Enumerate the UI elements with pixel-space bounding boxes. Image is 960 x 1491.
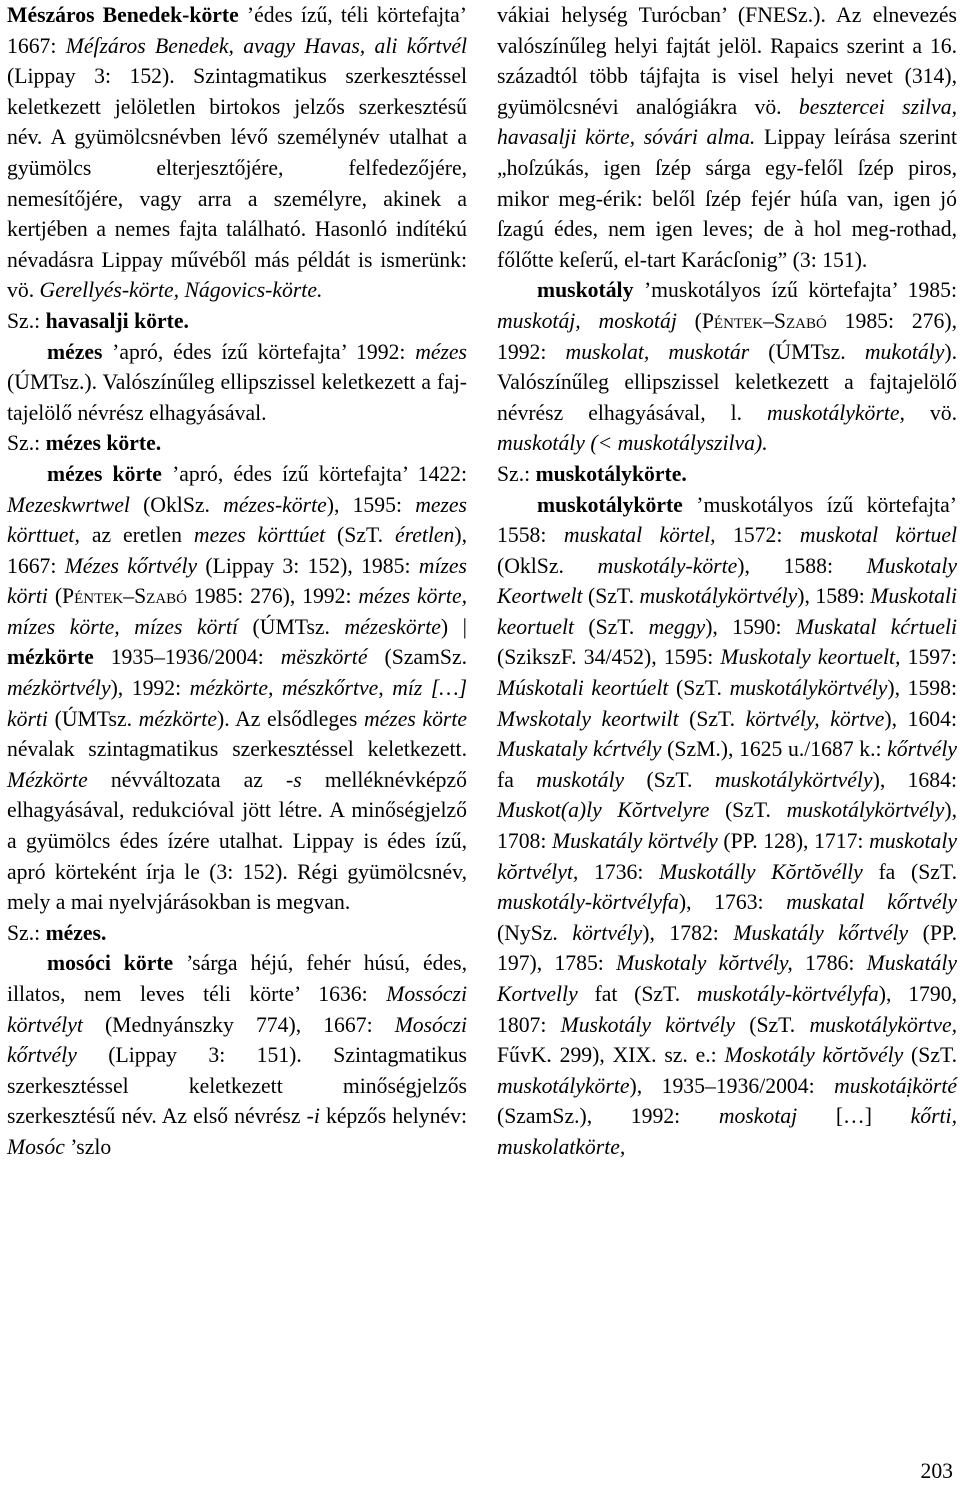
italic-form: muskotal körtuel bbox=[799, 523, 957, 548]
italic-form: mëszkörté bbox=[280, 645, 368, 670]
italic-form: muskolat, muskotár bbox=[565, 339, 750, 364]
text-run: ), 1684: bbox=[872, 767, 957, 792]
italic-form: Muskot(a)ly Kŏrtvelyre bbox=[497, 798, 710, 823]
italic-form: mézes körte, mízes körte, mízes körtí bbox=[7, 584, 467, 639]
text-run: ’apró, édes ízű körtefajta’ 1422: bbox=[161, 461, 467, 486]
italic-form: muskotály bbox=[536, 767, 625, 792]
italic-form: Mossóczi körtvélyt bbox=[7, 982, 467, 1037]
italic-form: muskotáj, moskotáj bbox=[497, 308, 677, 333]
text-run: 1572: bbox=[715, 523, 800, 548]
text-run: ). Valószínűleg ellipszissel keletkezett a fajtajelölő névrész elhagyásával, l. bbox=[497, 339, 957, 425]
italic-form: Muskotály körtvély bbox=[560, 1012, 736, 1037]
headword: mosóci körte bbox=[47, 951, 174, 976]
headword: mézkörte bbox=[7, 645, 94, 670]
italic-form: Gerellyés-körte, Nágovics-körte. bbox=[39, 278, 323, 303]
text-run: ’sárga héjú, fehér húsú, édes, illatos, nem leves téli körte’ 1636: bbox=[7, 951, 467, 1006]
text-run: (SzT. bbox=[325, 523, 395, 548]
paragraph-p2 bbox=[7, 306, 467, 337]
text-run: 1597: bbox=[900, 645, 957, 670]
paragraph-r2 bbox=[497, 275, 957, 459]
italic-form: mézkörte bbox=[138, 706, 217, 731]
italic-form: moskotaj bbox=[718, 1104, 798, 1129]
italic-form: -s bbox=[286, 767, 302, 792]
text-run: melléknévképző elhagyásával, redukcióval jött létre. A minőségjelző a gyümölcs édes ízére utalhat. Lippay is édes ízű, apró körteként írja le (3: 152). Régi gyümölcsnév, mely a mai nyelvjárásokban is megvan. bbox=[7, 767, 467, 915]
italic-form: Muskataly kćrtvély bbox=[497, 737, 662, 762]
headword: mézes körte bbox=[47, 461, 162, 486]
text-run: (SzM.), 1625 u./1687 k.: bbox=[661, 737, 888, 762]
paragraph-r4 bbox=[497, 490, 957, 1163]
headword: muskotálykörte. bbox=[535, 461, 687, 486]
text-run: ), 1604: bbox=[884, 706, 957, 731]
italic-form: -i bbox=[306, 1104, 320, 1129]
italic-form: kőrtvély bbox=[887, 737, 957, 762]
italic-form: muskotálykörte bbox=[497, 1073, 630, 1098]
italic-form: Muskatály kőrtvély bbox=[733, 920, 909, 945]
text-run: ’szlo bbox=[64, 1134, 112, 1159]
paragraph-p7 bbox=[7, 948, 467, 1162]
italic-form: muskatal körtel, bbox=[563, 523, 716, 548]
italic-form: besztercei szilva, havasalji körte, sóvári alma. bbox=[497, 94, 957, 150]
text-run: Lippay leírása szerint „hoſzúkás, igen ſzép sárga egy-felől ſzép piros, mikor meg-érik: belől ſzép fejér húſa van, igen jó ſzagú édes, nem igen leves; de à hol meg-rothad, főlőtte keſerű, el-tart Karácſonig” (3: 151). bbox=[497, 125, 957, 272]
text-run: ), 1598: bbox=[887, 676, 957, 701]
text-run: Sz.: bbox=[7, 431, 46, 456]
text-run: fa (SzT. bbox=[862, 859, 957, 884]
text-run: ), 1763: bbox=[678, 890, 787, 915]
headword: mézes bbox=[47, 339, 103, 364]
right-column bbox=[497, 0, 957, 1163]
headword: mézes körte. bbox=[45, 431, 162, 456]
text-run: ’apró, édes ízű körtefajta’ 1992: bbox=[102, 339, 416, 364]
italic-form: muskotálykörtvély bbox=[714, 767, 873, 792]
italic-form: muskotálykörtvély bbox=[639, 584, 798, 609]
italic-form: Muskatály Kortvelly bbox=[497, 951, 958, 1006]
italic-form: mézkörtvély bbox=[7, 676, 111, 701]
italic-form: muskotaly kŏrtvélyt, bbox=[497, 829, 957, 884]
text-run: ), 1589: bbox=[797, 584, 871, 609]
italic-form: muskotály-körtvélyfa bbox=[696, 982, 879, 1006]
italic-form: Mézes kőrtvély bbox=[64, 553, 198, 578]
text-run: fa bbox=[497, 767, 537, 792]
text-run: Sz.: bbox=[497, 461, 536, 486]
text-run: (Lippay 3: 152), 1985: bbox=[197, 553, 419, 578]
text-run: ’édes ízű, téli körtefajta’ 1667: bbox=[7, 3, 468, 58]
italic-form: Mosóc bbox=[7, 1134, 65, 1159]
text-run: ’muskotályos ízű körtefajta’ 1558: bbox=[497, 492, 957, 548]
text-run: (Lippay 3: 152). Szintagmatikus szerkesztéssel keletkezett jelöletlen birtokos jelzős szerkesztésű név. A gyümölcsnévben lévő személynév utalhat a gyümölcs elterjesztőjére, felfedezőjére, nemesítőjére, vagy arra a személyre, akinek a kertjében a nemes fajta található. Hasonló indítékú névadásra Lippay művéből más példát is ismerünk: vö. bbox=[7, 64, 467, 303]
text-run: (SzT. bbox=[668, 676, 730, 701]
text-run: Péntek–Szabó bbox=[701, 308, 827, 333]
text-run: Sz.: bbox=[7, 920, 46, 945]
headword: mézes. bbox=[45, 920, 107, 945]
text-run: […] bbox=[797, 1104, 911, 1129]
page-number: 203 bbox=[920, 1459, 953, 1483]
text-run: (SzamSz. bbox=[367, 645, 467, 670]
text-run: ). Az elsődleges bbox=[216, 706, 364, 731]
italic-form: mézes-körte bbox=[223, 492, 327, 517]
paragraph-p6 bbox=[7, 918, 467, 949]
text-run: ) | bbox=[440, 614, 467, 639]
paragraph-p4 bbox=[7, 428, 467, 459]
text-run: FűvK. 299), XIX. sz. e.: bbox=[497, 1043, 725, 1068]
text-run: ), 1782: bbox=[642, 920, 734, 945]
text-run: (OklSz. bbox=[497, 553, 598, 578]
paragraph-p3 bbox=[7, 337, 467, 429]
italic-form: muskotálykörte, bbox=[767, 400, 905, 425]
italic-form: muskotály (< muskotályszilva). bbox=[497, 431, 768, 456]
text-run: ), 1590: bbox=[705, 614, 796, 639]
text-run: 1985: 276), 1992: bbox=[497, 308, 957, 364]
italic-form: Muskotali keortuelt bbox=[497, 584, 957, 639]
headword: muskotálykörte bbox=[537, 492, 683, 517]
italic-form: muskotály-körtvélyfa bbox=[497, 890, 679, 915]
italic-form: mízes körti bbox=[7, 553, 467, 609]
italic-form: Mézkörte bbox=[7, 767, 88, 792]
text-run: (SzT. bbox=[582, 584, 640, 609]
text-run: az eretlen bbox=[79, 523, 194, 548]
italic-form: mukotály bbox=[864, 339, 945, 364]
text-run: (ÚMTsz.). Valószínűleg ellipszissel keletkezett a fajtajelölő névrész elhagyásával. bbox=[7, 370, 467, 425]
text-run: (SzikszF. 34/452), 1595: bbox=[497, 645, 721, 670]
text-run: (SzT. bbox=[624, 767, 715, 792]
italic-form: Muskatály körtvély bbox=[552, 829, 718, 854]
italic-form: mézes bbox=[415, 339, 467, 364]
italic-form: Muskotaly Keortwelt bbox=[497, 553, 957, 609]
text-run: ), 1667: bbox=[7, 523, 468, 578]
italic-form: muskotály-körte bbox=[597, 553, 738, 578]
paragraph-r3 bbox=[497, 459, 957, 490]
text-run: névváltozata az bbox=[87, 767, 287, 792]
text-run: vö. bbox=[904, 400, 957, 425]
text-run: ), 1992: bbox=[110, 676, 190, 701]
text-run: (ÚMTsz. bbox=[47, 706, 139, 731]
headword: havasalji körte. bbox=[45, 308, 189, 333]
italic-form: éretlen bbox=[394, 523, 455, 548]
text-run: (SzamSz.), 1992: bbox=[497, 1104, 719, 1129]
headword: Mészáros Benedek-körte bbox=[7, 3, 239, 27]
text-run: (SzT. bbox=[574, 614, 649, 639]
text-run: (SzT. bbox=[678, 706, 746, 731]
text-run: 1935–1936/2004: bbox=[93, 645, 281, 670]
text-run: (Lippay 3: 151). Szintagmatikus szerkesztéssel keletkezett minőségjelzős szerkesztésű név. Az első névrész bbox=[7, 1043, 467, 1129]
italic-form: Múskotali keortúelt bbox=[497, 676, 669, 701]
text-run: ( bbox=[47, 584, 63, 609]
headword: muskotály bbox=[537, 278, 634, 303]
text-run: (PP. 197), 1785: bbox=[497, 920, 958, 976]
text-run: (NySz. bbox=[497, 920, 573, 945]
text-run: (SzT. bbox=[903, 1043, 957, 1068]
italic-form: Moskotály kŏrtŏvély bbox=[724, 1043, 904, 1068]
text-run: 1985: 276), 1992: bbox=[187, 584, 359, 609]
text-run: ), 1935–1936/2004: bbox=[629, 1073, 835, 1098]
text-run: vákiai helység Turócban’ (FNESz.). Az elnevezés valószínűleg helyi fajtát jelöl. Rapaics szerint a 16. századtól több tájfajta is visel helyi nevet (314), gyümölcsnévi analógiákra vö. bbox=[497, 3, 957, 119]
italic-form: Muskatal kćrtueli bbox=[795, 614, 957, 639]
text-run: ’muskotályos ízű körtefajta’ 1985: bbox=[633, 278, 957, 303]
text-run: (SzT. bbox=[709, 798, 787, 823]
text-run: (OklSz. bbox=[129, 492, 224, 517]
text-run: (Mednyánszky 774), 1667: bbox=[82, 1012, 395, 1037]
text-run: (PP. 128), 1717: bbox=[717, 829, 870, 854]
text-run: Sz.: bbox=[7, 308, 46, 333]
text-run: 1736: bbox=[578, 859, 660, 884]
italic-form: Muskotaly keortuelt, bbox=[720, 645, 901, 670]
italic-form: Muskotálly Kŏrtŏvélly bbox=[659, 859, 863, 884]
italic-form: mézkörte, mészkőrtve, míz […] körti bbox=[7, 676, 468, 731]
text-run: fat (SzT. bbox=[577, 982, 697, 1006]
text-run: képzős helynév: bbox=[319, 1104, 467, 1129]
left-column bbox=[7, 0, 467, 1163]
italic-form: körtvély bbox=[572, 920, 643, 945]
text-run: 1786: bbox=[792, 951, 867, 976]
italic-form: Muskotaly kŏrtvély, bbox=[616, 951, 793, 976]
paragraph-r1 bbox=[497, 0, 957, 275]
italic-form: Méſzáros Benedek, avagy Havas, ali kőrtvél bbox=[65, 33, 467, 58]
italic-form: mezes körttuet, bbox=[7, 492, 467, 548]
text-run: névalak szintagmatikus szerkesztéssel keletkezett. bbox=[7, 737, 467, 762]
italic-form: mezes körttúet bbox=[193, 523, 326, 548]
italic-form: muskotálykörtvély bbox=[729, 676, 888, 701]
italic-form: muskotáịkörté bbox=[834, 1073, 957, 1098]
text-run: (ÚMTsz. bbox=[238, 614, 345, 639]
italic-form: mézeskörte bbox=[344, 614, 441, 639]
text-run: (SzT. bbox=[735, 1012, 810, 1037]
italic-form: muskatal kőrtvély bbox=[786, 890, 957, 915]
italic-form: körtvély, körtve bbox=[745, 706, 885, 731]
italic-form: kőrti, muskolatkörte, bbox=[497, 1104, 957, 1159]
italic-form: meggy bbox=[648, 614, 706, 639]
italic-form: Mwskotaly keortwilt bbox=[497, 706, 679, 731]
italic-form: Mezeskwrtwel bbox=[7, 492, 130, 517]
text-run: (ÚMTsz. bbox=[749, 339, 865, 364]
italic-form: muskotálykörtvély bbox=[786, 798, 945, 823]
text-run: ), 1708: bbox=[497, 798, 957, 854]
paragraph-p5 bbox=[7, 459, 467, 918]
paragraph-p1 bbox=[7, 0, 467, 306]
text-run: ), 1790, 1807: bbox=[497, 982, 957, 1037]
italic-form: Mosóczi kőrtvély bbox=[7, 1012, 467, 1068]
text-run: ), 1595: bbox=[326, 492, 416, 517]
text-run: Péntek–Szabó bbox=[62, 584, 187, 609]
italic-form: muskotálykörtve, bbox=[809, 1012, 957, 1037]
italic-form: mézes körte bbox=[364, 706, 468, 731]
text-run: ), 1588: bbox=[737, 553, 867, 578]
text-run: ( bbox=[676, 308, 702, 333]
